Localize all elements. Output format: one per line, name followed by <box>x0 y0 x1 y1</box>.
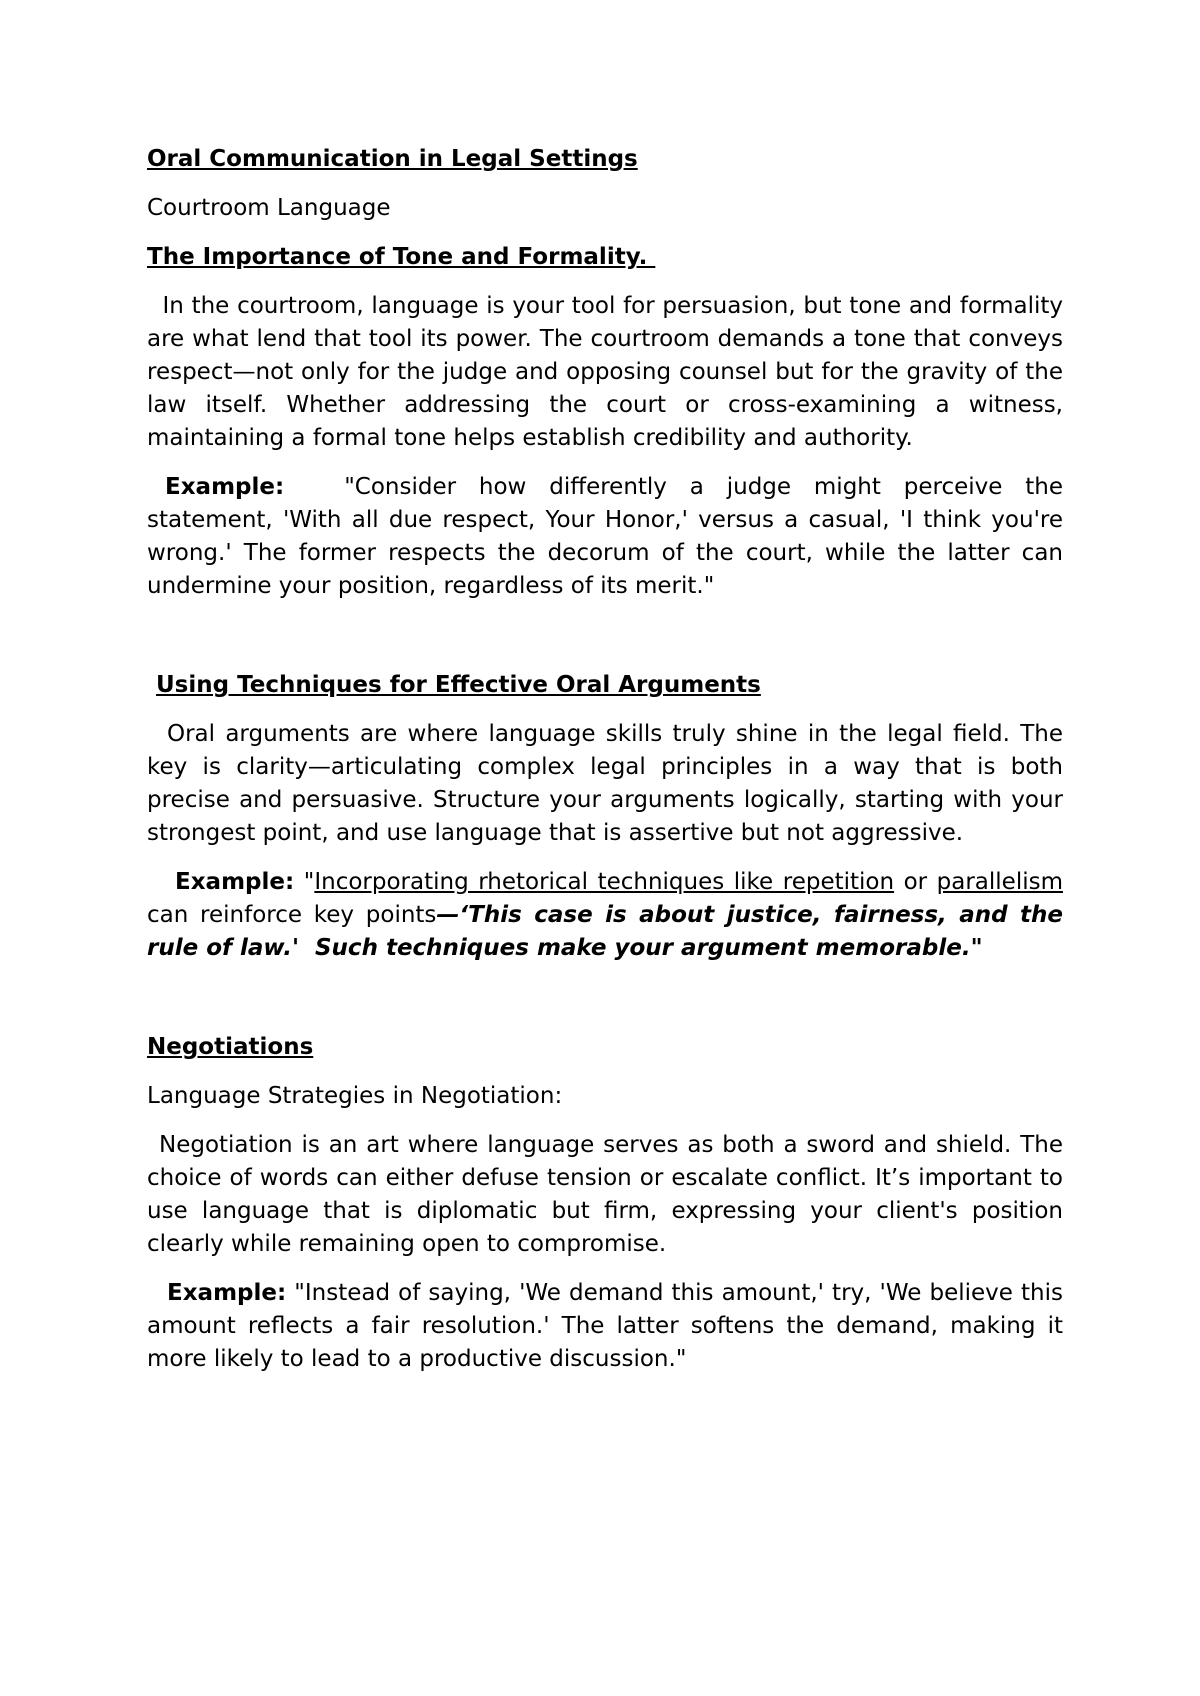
section2-heading: Using Techniques for Effective Oral Arguments <box>156 672 761 698</box>
example-label: Example: <box>165 474 285 500</box>
example-text: can reinforce key points <box>147 902 437 928</box>
example-quote-close: " <box>970 935 983 961</box>
section1-heading: The Importance of Tone and Formality. <box>147 244 656 270</box>
example-label: Example: <box>167 1280 287 1306</box>
example-quote-open: " <box>303 869 315 895</box>
spacer <box>147 603 1063 669</box>
spacer <box>147 1064 1063 1080</box>
spacer <box>147 850 1063 866</box>
spacer <box>147 455 1063 471</box>
spacer <box>147 176 1063 192</box>
spacer <box>147 1113 1063 1129</box>
section3-heading: Negotiations <box>147 1034 314 1060</box>
document-page <box>147 143 1071 1376</box>
section1-subtitle: Courtroom Language <box>147 195 391 221</box>
example-underlined-text: parallelism <box>936 869 1063 895</box>
section1-example <box>147 471 1063 603</box>
section1-paragraph: In the courtroom, language is your tool for persuasion, but tone and formality are what lend that tool its power. The courtroom demands a tone that conveys respect—not only for the judge and opposing counsel but for the gravity of the law itself. Whether addressing the court or cross-examining a witness, maintaining a formal tone helps establish credibility and authority. <box>147 293 1071 451</box>
section3-subtitle: Language Strategies in Negotiation: <box>147 1083 563 1109</box>
spacer <box>147 225 1063 241</box>
section3-example <box>147 1277 1063 1376</box>
example-label: Example: <box>175 869 295 895</box>
spacer <box>147 965 1063 1031</box>
section2-example <box>147 866 1071 965</box>
example-text: or <box>894 869 937 895</box>
spacer <box>147 274 1063 290</box>
section2-paragraph: Oral arguments are where language skills truly shine in the legal field. The key is clarity—articulating complex legal principles in a way that is both precise and persuasive. Structure your arguments logically, starting with your strongest point, and use language that is assertive but not aggressive. <box>147 721 1063 846</box>
example-text: "Instead of saying, 'We demand this amount,' try, 'We believe this amount reflects a fair resolution.' The latter softens the demand, making it more likely to lead to a productive discussion." <box>147 1280 1063 1372</box>
document-title: Oral Communication in Legal Settings <box>147 146 638 172</box>
spacer <box>147 1261 1063 1277</box>
section3-paragraph: Negotiation is an art where language serves as both a sword and shield. The choice of words can either defuse tension or escalate conflict. It’s important to use language that is diplomatic but firm, expressing your client's position clearly while remaining open to compromise. <box>147 1132 1063 1257</box>
spacer <box>147 702 1063 718</box>
example-underlined-text: Incorporating rhetorical techniques like repetition <box>314 869 895 895</box>
example-bold-italic-text: —‘This case is about justice, fairness, and the rule of law.' Such techniques make your argument memorable. <box>147 902 1071 961</box>
example-text: "Consider how differently a judge might perceive the statement, 'With all due respect, Your Honor,' versus a casual, 'I think you're wrong.' The former respects the decorum of the court, while the latter can undermine your position, regardless of its merit." <box>147 474 1063 599</box>
